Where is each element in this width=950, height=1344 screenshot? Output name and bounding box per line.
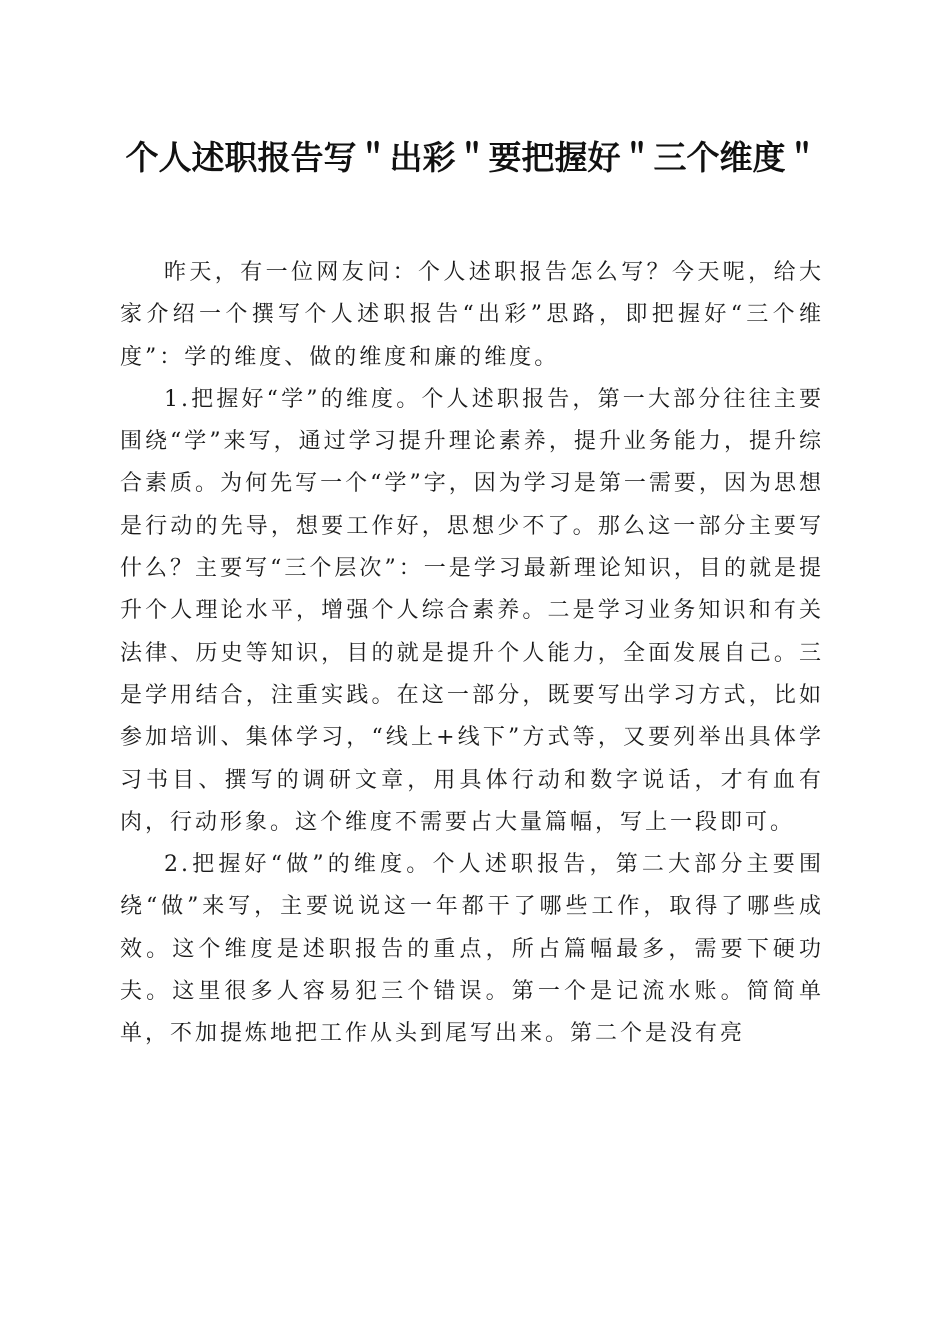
- paragraph-study-dimension: 1.把握好“学”的维度。个人述职报告，第一大部分往往主要围绕“学”来写，通过学习提升理论素养，提升业务能力，提升综合素质。为何先写一个“学”字，因为学习是第一需要，因为思想是行动的先导，想要工作好，思想少不了。那么这一部分主要写什么？主要写“三个层次”：一是学习最新理论知识，目的就是提升个人理论水平，增强个人综合素养。二是学习业务知识和有关法律、历史等知识，目的就是提升个人能力，全面发展自己。三是学用结合，注重实践。在这一部分，既要写出学习方式，比如参加培训、集体学习，“线上+线下”方式等，又要列举出具体学习书目、撰写的调研文章，用具体行动和数字说话，才有血有肉，行动形象。这个维度不需要占大量篇幅，写上一段即可。: [120, 386, 824, 835]
- document-body: [120, 252, 824, 1056]
- document-page: [120, 0, 824, 1344]
- paragraph-intro: 昨天，有一位网友问：个人述职报告怎么写？今天呢，给大家介绍一个撰写个人述职报告“出彩”思路，即把握好“三个维度”：学的维度、做的维度和廉的维度。: [120, 260, 824, 370]
- paragraph-work-dimension: 2.把握好“做”的维度。个人述职报告，第二大部分主要围绕“做”来写，主要说说这一年都干了哪些工作，取得了哪些成效。这个维度是述职报告的重点，所占篇幅最多，需要下硬功夫。这里很多人容易犯三个错误。第一个是记流水账。简简单单，不加提炼地把工作从头到尾写出来。第二个是没有亮: [120, 852, 824, 1047]
- document-title: 个人述职报告写＂出彩＂要把握好＂三个维度＂: [125, 138, 819, 177]
